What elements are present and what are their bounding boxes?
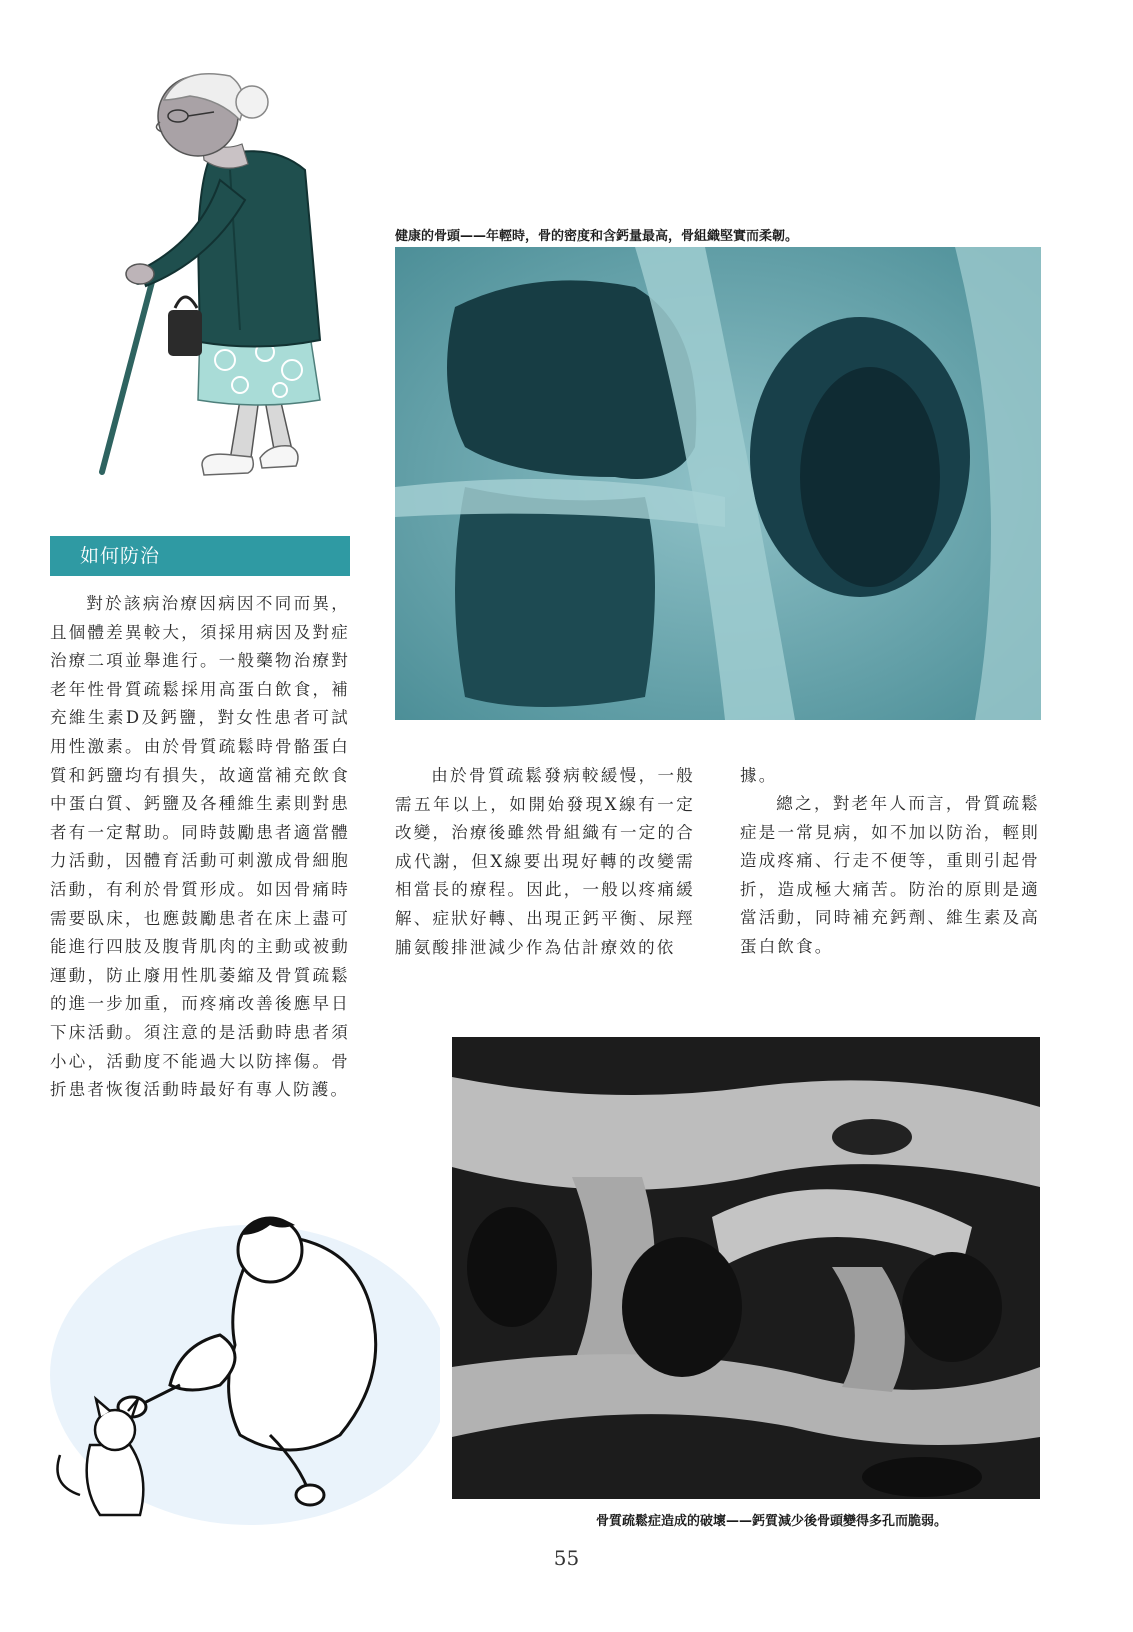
healthy-bone-image [395,247,1041,720]
col3-paragraph: 總之，對老年人而言，骨質疏鬆症是一常見病，如不加以防治，輕則造成疼痛、行走不便等，重則引起骨折，造成極大痛苦。防治的原則是適當活動，同時補充鈣劑、維生素及高蛋白飲食。 [740,794,1040,956]
osteoporotic-bone-photo [452,1037,1040,1499]
top-photo-caption: 健康的骨頭——年輕時，骨的密度和含鈣量最高，骨組織堅實而柔韌。 [395,229,799,244]
elderly-woman-illustration [80,60,340,500]
page-number: 55 [553,1546,580,1570]
section-heading: 如何防治 [50,536,350,576]
man-and-cat-cartoon [20,1195,440,1535]
osteoporotic-bone-image [452,1037,1040,1499]
bottom-photo-caption: 骨質疏鬆症造成的破壞——鈣質減少後骨頭變得多孔而脆弱。 [596,1514,948,1529]
col2-paragraph: 由於骨質疏鬆發病較緩慢，一般需五年以上，如開始發現X線有一定改變，治療後雖然骨組織有一定的合成代謝，但X線要出現好轉的改變需相當長的療程。因此，一般以疼痛緩解、症狀好轉、出現正鈣平衡、尿羥脯氨酸排泄減少作為估計療效的依 [395,766,695,957]
col3-continuation: 據。 [740,766,778,785]
col1-paragraph: 對於該病治療因病因不同而異，且個體差異較大，須採用病因及對症治療二項並舉進行。一般藥物治療對老年性骨質疏鬆採用高蛋白飲食，補充維生素D及鈣鹽，對女性患者可試用性激素。由於骨質疏鬆時骨骼蛋白質和鈣鹽均有損失，故適當補充飲食中蛋白質、鈣鹽及各種維生素則對患者有一定幫助。同時鼓勵患者適當體力活動，因體育活動可刺激成骨細胞活動，有利於骨質形成。如因骨痛時需要臥床，也應鼓勵患者在床上盡可能進行四肢及腹背肌肉的主動或被動運動，防止廢用性肌萎縮及骨質疏鬆的進一步加重，而疼痛改善後應早日下床活動。須注意的是活動時患者須小心，活動度不能過大以防摔傷。骨折患者恢復活動時最好有專人防護。 [50,594,350,1100]
healthy-bone-photo [395,247,1041,720]
